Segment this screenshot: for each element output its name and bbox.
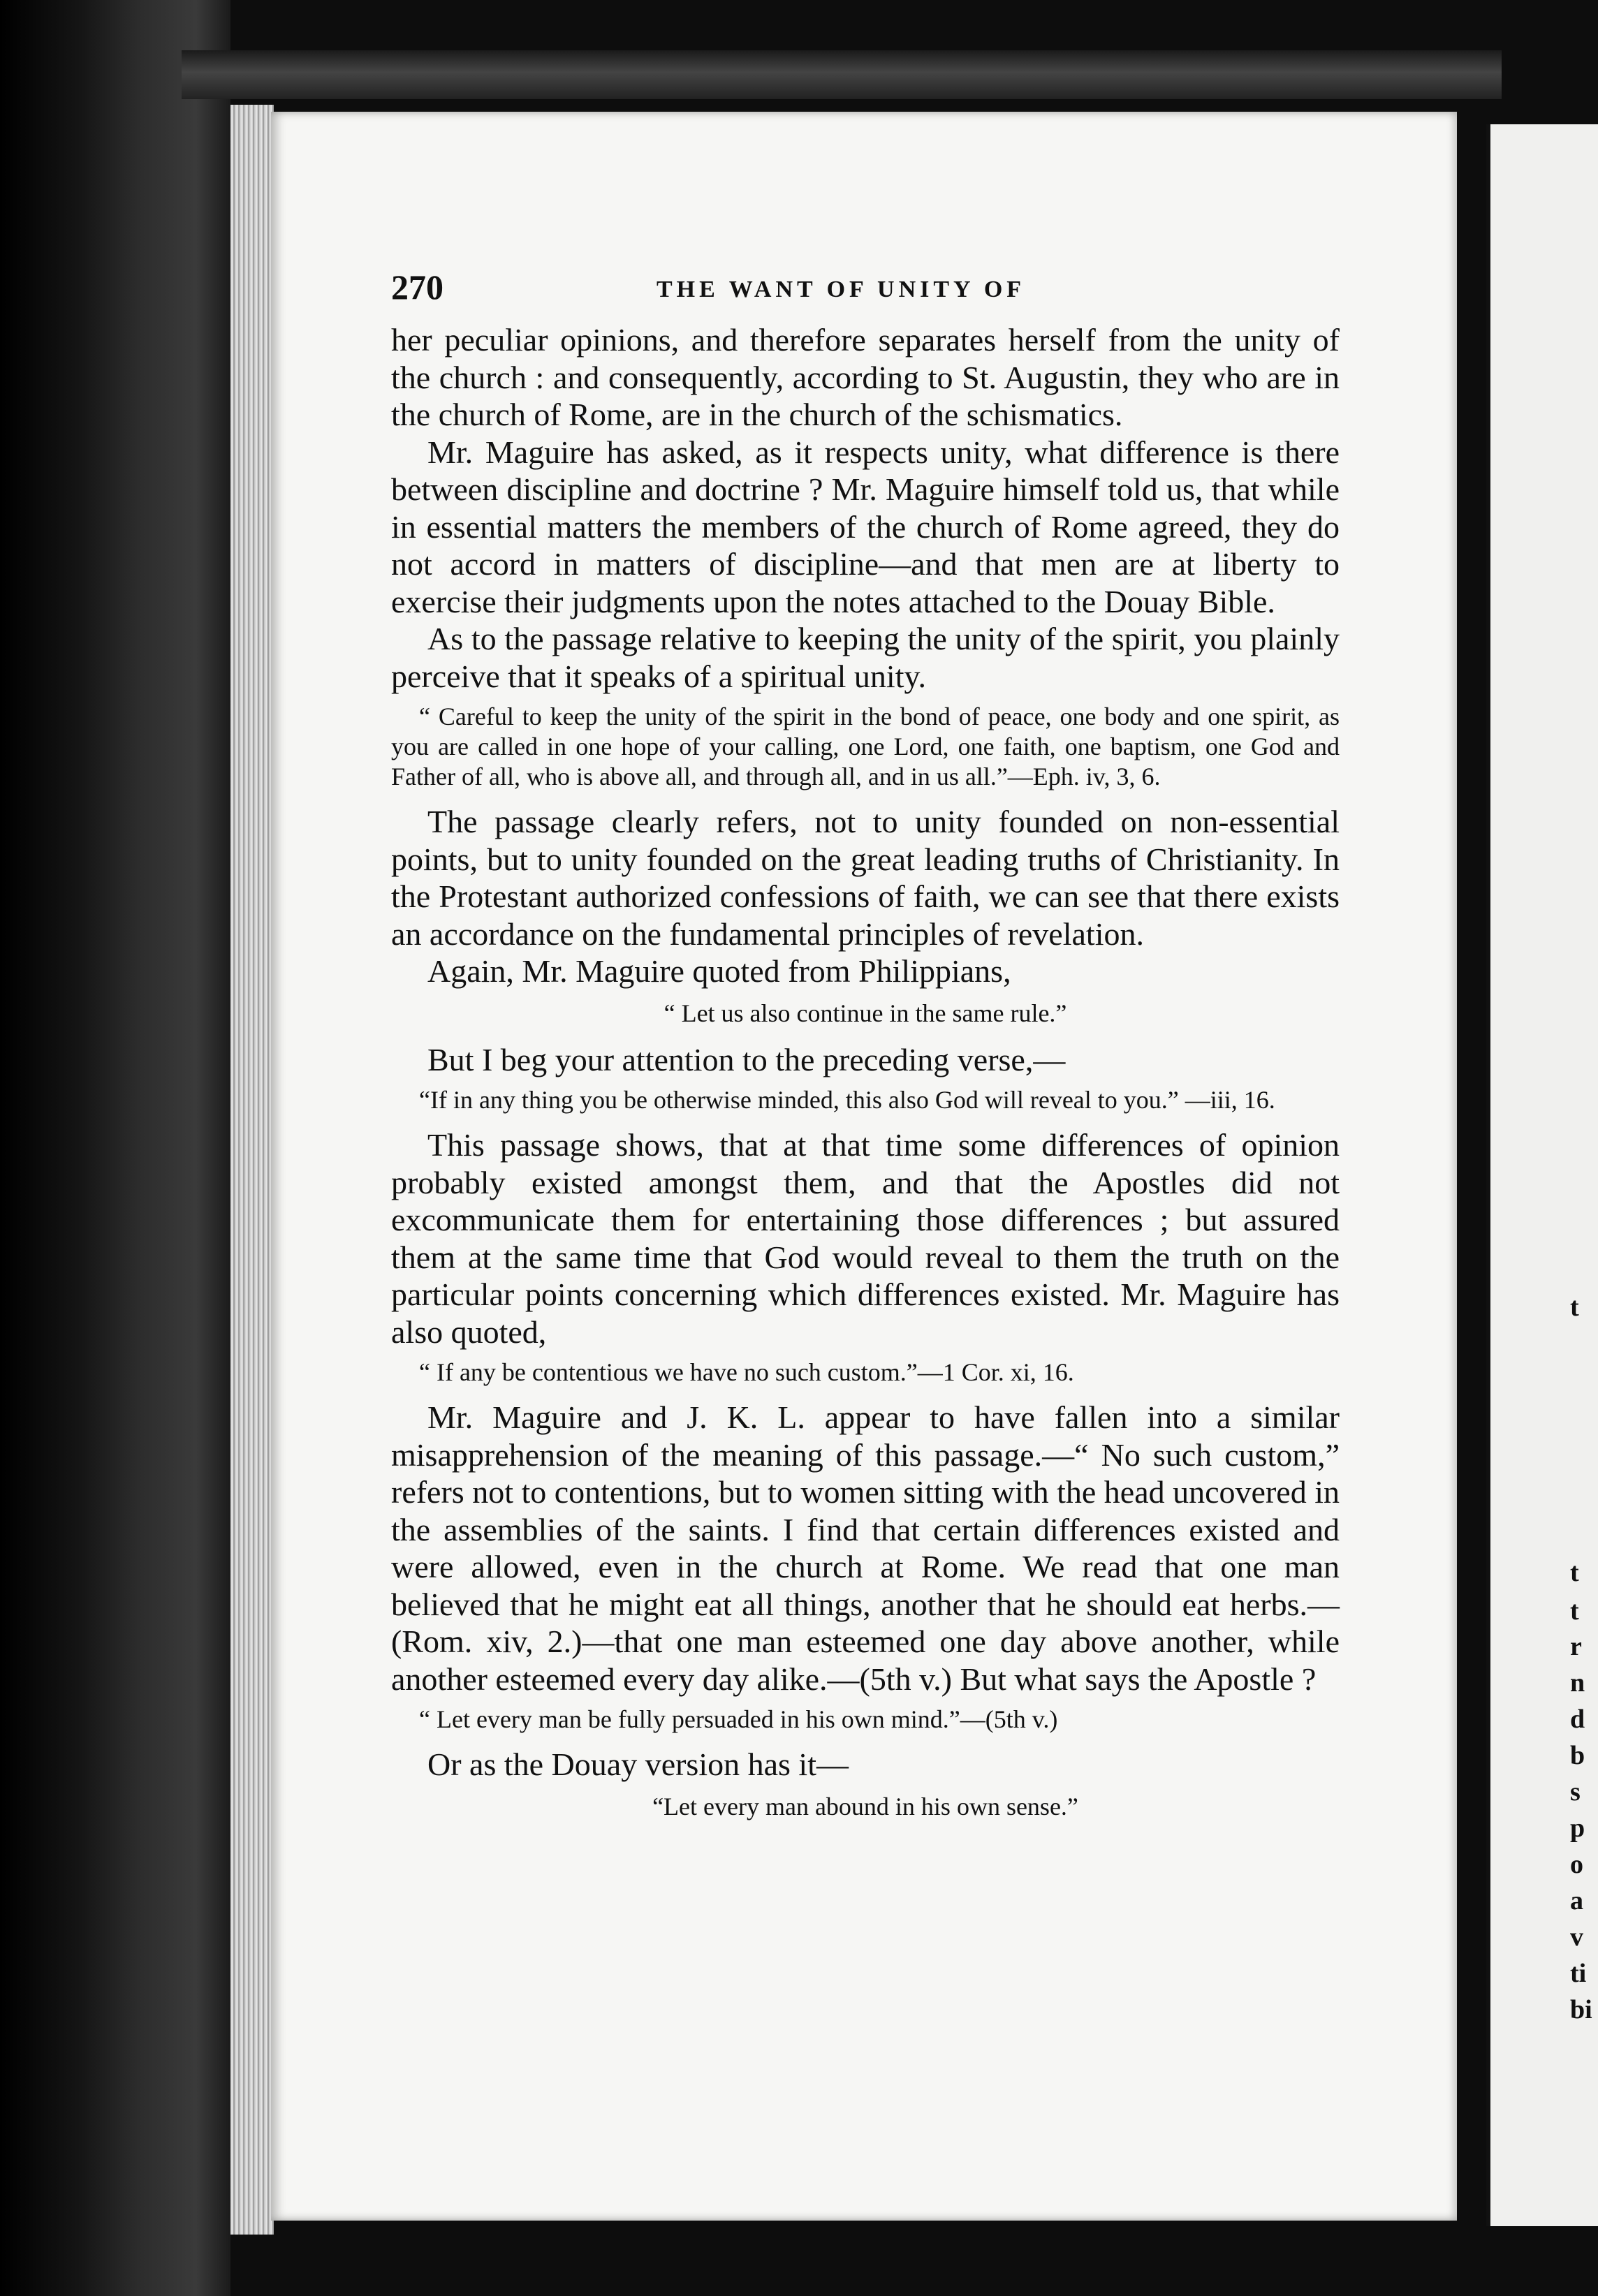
paragraph: Mr. Maguire has asked, as it respects unity, what difference is there between discipline and doctrine ? Mr. Maguire himself told us, that while in essential matters the members of the church of Rome agreed, they do not accord in matters of discipline—and that men are at liberty to exercise their judgments upon the notes attached to the Douay Bible. [391,434,1340,619]
margin-char: n [1570,1668,1585,1698]
book-top-edge [182,50,1502,99]
book-spine [0,0,230,2296]
block-quote: “If in any thing you be otherwise minded, this also God will reveal to you.” —iii, 16. [419,1086,1275,1114]
margin-char: t [1570,1596,1579,1626]
paragraph: The passage clearly refers, not to unity founded on non-essential points, but to unity founded on the great leading truths of Christianity. In the Protestant authorized confessions of faith, we can see that there exists an accordance on the fundamental principles of revelation. [391,804,1340,952]
page-number: 270 [391,267,444,307]
block-quote: “ Careful to keep the unity of the spirit in the bond of peace, one body and one spirit, as you are called in one hope of your calling, one Lord, one faith, one baptism, one God and Father of all, who is above all, and through all, and in us all.”—Eph. iv, 3, 6. [391,702,1340,790]
margin-char: t [1570,1293,1579,1322]
margin-char: b [1570,1741,1585,1770]
running-head: THE WANT OF UNITY OF [657,277,1026,302]
page-header [391,267,1369,316]
margin-char: o [1570,1850,1583,1879]
margin-char: t [1570,1558,1579,1587]
margin-char: a [1570,1886,1583,1915]
margin-char: p [1570,1813,1585,1843]
paragraph: This passage shows, that at that time some differences of opinion probably existed amongst them, and that the Apostles did not excommunicate them for entertaining those differences ; but assured them at the same time that God would reveal to them the truth on the particular points concerning which differences existed. Mr. Maguire has also quoted, [391,1127,1340,1350]
page-body [391,321,1340,1834]
block-quote: “ If any be contentious we have no such custom.”—1 Cor. xi, 16. [419,1358,1074,1386]
margin-char: s [1570,1777,1581,1806]
block-quote: “Let every man abound in his own sense.” [652,1792,1078,1820]
block-quote: “ Let every man be fully persuaded in his own mind.”—(5th v.) [419,1705,1058,1733]
paragraph: her peculiar opinions, and therefore separates herself from the unity of the church : and consequently, according to St. Augustin, they who are in the church of Rome, are in the church of the schismatics. [391,322,1340,432]
paragraph: Again, Mr. Maguire quoted from Philippians, [427,953,1011,989]
paragraph: As to the passage relative to keeping the unity of the spirit, you plainly perceive that it speaks of a spiritual unity. [391,621,1340,694]
margin-char: v [1570,1922,1583,1952]
adjacent-page-margin [1564,0,1598,2296]
margin-char: bi [1570,1995,1592,2024]
paragraph: Mr. Maguire and J. K. L. appear to have fallen into a similar misapprehension of the meaning of this passage.—“ No such custom,” refers not to contentions, but to women sitting with the head uncovered in the assemblies of the saints. I find that certain differences existed and were allowed, even in the church at Rome. We read that one man believed that he might eat all things, another that he should eat herbs.—(Rom. xiv, 2.)—that one man esteemed one day above another, while another esteemed every day alike.—(5th v.) But what says the Apostle ? [391,1399,1340,1697]
book-page [271,112,1457,2221]
margin-char: ti [1570,1959,1587,1988]
page-edges [230,105,274,2235]
margin-char: r [1570,1632,1582,1661]
paragraph: But I beg your attention to the preceding verse,— [427,1041,1066,1077]
block-quote: “ Let us also continue in the same rule.” [664,999,1067,1027]
paragraph: Or as the Douay version has it— [427,1746,849,1782]
margin-char: d [1570,1705,1585,1734]
